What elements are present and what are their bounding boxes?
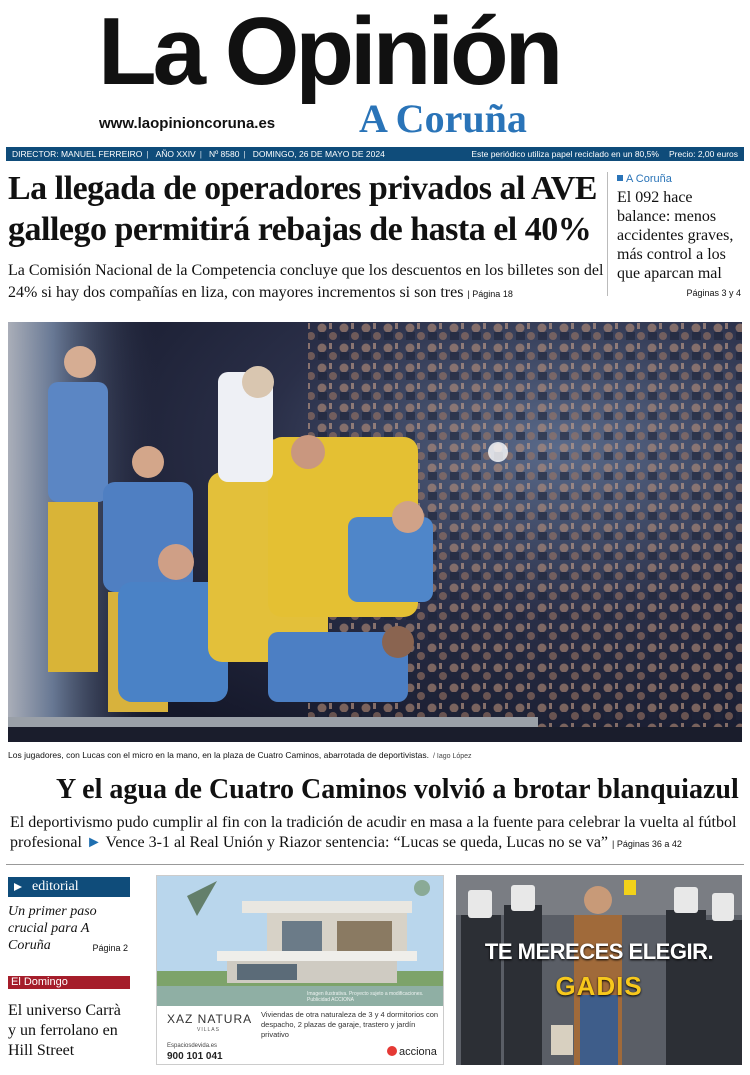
lead-subheadline [8,260,608,305]
gadis-logo: GADIS [555,971,643,1001]
second-subheadline-text: El deportivismo pudo cumplir al fin con la tradición de acudir en masa a la fuente para celebrar la vuelta al fútbol profesional [10,814,737,851]
editorial-page-ref: Página 2 [92,943,128,953]
issue-date: DOMINGO, 26 DE MAYO DE 2024 [252,149,385,159]
stage-railing [8,717,538,727]
director: DIRECTOR: MANUEL FERREIRO [12,149,143,159]
flash-light [488,442,508,462]
lead-subheadline-text: La Comisión Nacional de la Competencia concluye que los descuentos en los billetes son del 24% si hay dos compañías en liza, con mayores incrementos si son tres [8,262,604,301]
editorial-label: editorial [32,879,79,894]
acciona-icon [387,1046,397,1056]
lead-page-ref: | Página 18 [467,289,513,299]
second-subheadline-extra: Vence 3-1 al Real Unión y Riazor sentencia: “Lucas se queda, Lucas no se va” [105,834,609,851]
ad-description: Viviendas de otra naturaleza de 3 y 4 dormitorios con despacho, 2 plazas de garaje, trastero y jardín privativo [261,1010,439,1039]
website-url[interactable]: www.laopinioncoruna.es [99,115,276,132]
issue-number: Nº 8580 [208,149,240,159]
price: Precio: 2,00 euros [669,149,738,159]
celebration-photo-image [8,322,742,742]
acciona-name: acciona [399,1046,437,1058]
house-render-image [157,876,444,1006]
gadis-slogan: TE MERECES ELEGIR. [484,939,714,964]
acciona-logo [387,1046,437,1058]
photo-foreground [8,727,742,742]
info-bar [6,147,744,161]
xaz-natura-logo: XAZ NATURA [167,1012,253,1026]
info-bar-left: DIRECTOR: MANUEL FERREIRO | AÑO XXIV | Nº 8580 | DOMINGO, 26 DE MAYO DE 2024 [12,149,385,159]
newspaper-title: La Opinión [98,0,560,105]
gadis-ad[interactable] [456,875,742,1065]
recycled-note: Este periódico utiliza papel reciclado en un 80,5% [471,149,659,159]
gadis-ad-image [456,875,742,1065]
photo-caption [8,750,472,760]
square-bullet-icon [617,175,623,181]
sidebar-section [617,173,747,185]
ad-image-note: Imagen ilustrativa. Proyecto sujeto a modificaciones. Publicidad ACCIONA [307,991,424,1003]
lead-headline[interactable]: La llegada de operadores privados al AVE gallego permitirá rebajas de hasta el 40% [8,170,597,248]
main-photo[interactable] [8,322,742,742]
ad-website[interactable]: Espaciosdevida.es [167,1043,218,1049]
masthead [0,0,750,145]
domingo-label-bar [8,976,130,989]
second-headline[interactable]: Y el agua de Cuatro Caminos volvió a brotar blanquiazul [56,774,739,805]
info-bar-right [471,149,738,159]
sidebar-section-label: A Coruña [626,173,672,185]
sidebar-page-ref: Páginas 3 y 4 [686,288,741,298]
sidebar-headline[interactable]: El 092 hace balance: menos accidentes graves, más control a los que aparcan mal [617,189,734,282]
ad-phone[interactable]: 900 101 041 [167,1051,223,1062]
domingo-headline[interactable]: El universo Carrà y un ferrolano en Hill Street [8,1002,121,1059]
editorial-headline[interactable]: Un primer paso crucial para A Coruña [8,904,97,953]
triangle-marker-icon [14,883,22,891]
arrow-right-icon: ► [85,834,102,851]
photo-credit: / Iago López [433,753,472,760]
year: AÑO XXIV [155,149,196,159]
second-page-ref: | Páginas 36 a 42 [612,839,682,849]
sidebar-divider [607,172,608,296]
photo-caption-text: Los jugadores, con Lucas con el micro en la mano, en la plaza de Cuatro Caminos, abarrotada de deportivistas. [8,750,429,760]
xaz-natura-logo-sub: VILLAS [197,1027,220,1033]
second-subheadline [10,813,742,854]
sidebar-story[interactable] [617,173,747,298]
edition-city: A Coruña [359,96,527,141]
editorial-label-bar [8,877,130,897]
domingo-label: El Domingo [11,976,68,988]
xaz-natura-ad[interactable] [156,875,444,1065]
bottom-divider [6,864,744,865]
